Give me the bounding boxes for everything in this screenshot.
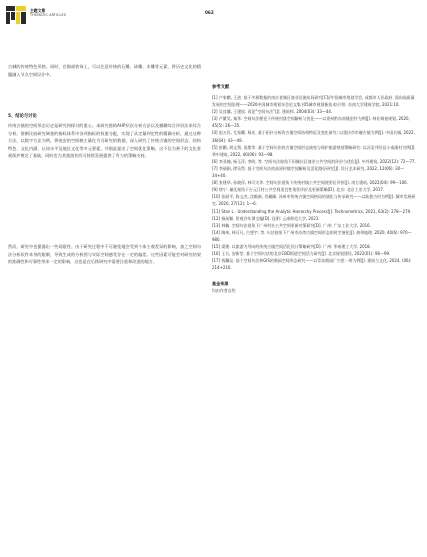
reference-item: [3] 卢繁昊, 秦华. 空间句法理论下传统村落空间解析与优化——以贵州黔东南隆里村为例[J]. 林业调查规划, 2020, 45(5): 26—35. [212,116,410,129]
references-heading: 参考文献 [212,85,230,90]
reference-item: [17] 钱馨仪. 基于空间句法和GIS的凰园空间形态研究——以青岛凰园广兴里一带为例[J]. 建筑与文化, 2024, (06): 214+216. [212,258,412,271]
reference-item: [12] 杨丝颖. 景观谷年谱全编[D]. 昆明: 云南师范大学, 2021. [212,215,320,221]
references-column [212,84,418,294]
reference-item: [14] 陶伟, 林可凡, 古想宇, 等. 句法视角下广州市沙湾古镇空间形态的时空演化[J]. 热带地理, 2020, 40(6): 970—980. [212,229,412,242]
conclusion-section [8,113,201,160]
reference-item: [8] 张建华, 孙晓萍, 林可夫等. 空间句法视角下传统村镇公共空间使用后评价[J]. 南方建筑, 2022(04): 99—106. [212,180,408,186]
reference-item: [11] Stan L . Understanding the Analytic Hierarchy Process[J]. Technometrics, 2021, 63(2): 278—279. [212,208,412,214]
reference-item: [1] 卢家鹏, 王进. 基于多源数据的南京老城区商业设施布局研究[C]//中国城市规划学会, 成都市人民政府. 面向高质量发展的空间治理——2020中国城市规划年会论文集 (05城市规划新技术应用). 东南大学建筑学院, 2021:10. [212,95,415,108]
paragraph-limitations: 然而，研究中也暴露出一些局限性。由于研究过程中不可避免地会受到个体主观差异的影响，加之空间句法分析软件本身的限制，导致生成的分析图与实际空间感受存在一定的偏差。这些因素可能会对研究结果的准确性和可靠性带来一定的影响，这也是在后续研究中需要注重和改进的地方。 [8,244,201,265]
left-column-top [8,63,201,78]
reference-item: [2] 吴良镛, 王建国. 再论“空间句法”[J]. 建筑师, 2004(03): 33—44. [212,109,333,115]
reference-item: [6] 李亚楠, 杨玉萍, 李明, 等. 空间句法视角下旧城社区商业公共空间的评价与优化[J]. 中外建筑, 2022(12): 72—77. [212,158,416,164]
reference-item: [7] 李丽娟, 徐乐然. 基于空间句法的高原村镇空间解析及活化路径研究[J]. 设计艺术研究, 2022, 12(06): 30—34+40. [212,165,405,179]
image-source-note: 均由作者自绘 [212,288,236,294]
paragraph-design-continuation: 古城的传统特色风格。同时，在细部装饰上，可以注意传统的石雕、砖雕、木雕等元素，将历史文化的精髓融入节点空间设计中。 [8,64,201,77]
journal-logo-icon [6,6,26,24]
reference-item: [10] 张丽平, 陈文杰, 沈瞻新, 肖珊珊. 苏州市传统古镇空间格局的演化与传承研究——以陆巷古村为例[J]. 城市发展研究, 2020, 27(12): 1—6. [212,194,416,207]
left-column-limitations [8,243,201,266]
reference-item: [16] 王名, 安新堂. 基于空间句法的北京CBD街道空间活力研究[J]. 北京规划建设, 2022(01): 96—99. [212,251,391,257]
journal-brand [30,8,66,18]
reference-item: [13] 林楠. 空间句法视角下广州村社公共空间更新对策研究[D]. 广州: 广东工业大学, 2016. [212,222,371,228]
page-number: 062 [205,10,214,15]
brand-title-en: THEMATIC ARTICLES [30,13,67,17]
section-title: 5、结论与讨论 [8,114,37,119]
brand-title-cn: 主题文章 [30,8,46,13]
paragraph-conclusion: 传统古镇的空间形态历史是研究和探讨的重心。本研究借助AHP层次分析方法以及模糊综合评价法来综合分析。推断比较研究调查的指标体系中各项指标的权重分配，实现了从定量到定性的精确分析，通过这种方法，以数字方法为例，将宛安的空间赖主量化为可研究的数据，深入研究了传统古镇的空间形态、结构特色、文化内涵、认知水平及地区文化等多元要素，并据此提出了空间优化策略，这不仅为善于的文化景观保护奠定了基础，同时也为其旅游业的可持续发展提供了有力的策略支持。 [8,123,201,159]
funding-heading: 基金来源 [212,281,229,287]
reference-item: [5] 彭鹏, 胡文利, 田甜等. 基于空间句法的古镇空间形态演变与保护旅游规划策略研究: 以河北井陉县小南溪村为例[J]. 华中建筑, 2022, 40(06): 93—98. [212,144,416,157]
reference-item: [15] 梁建. 以旅游为导向的传统古镇空间活化设计策略研究[D]. 广州: 华南理工大学, 2018. [212,243,371,249]
reference-item: [9] 徐宁. 量化视角下古元江村公共空间适宜性现状评价及更新策略[D]. 北京: 北京工业大学, 2017. [212,187,385,193]
reference-item: [4] 赵万民, 尤家曜, 杨光. 基于拓扑分析的古镇空间结构特征及变化研究: 以重庆市市磁古镇为例[J]. 中国名城, 2022, 36(04): 43—49. [212,130,415,143]
